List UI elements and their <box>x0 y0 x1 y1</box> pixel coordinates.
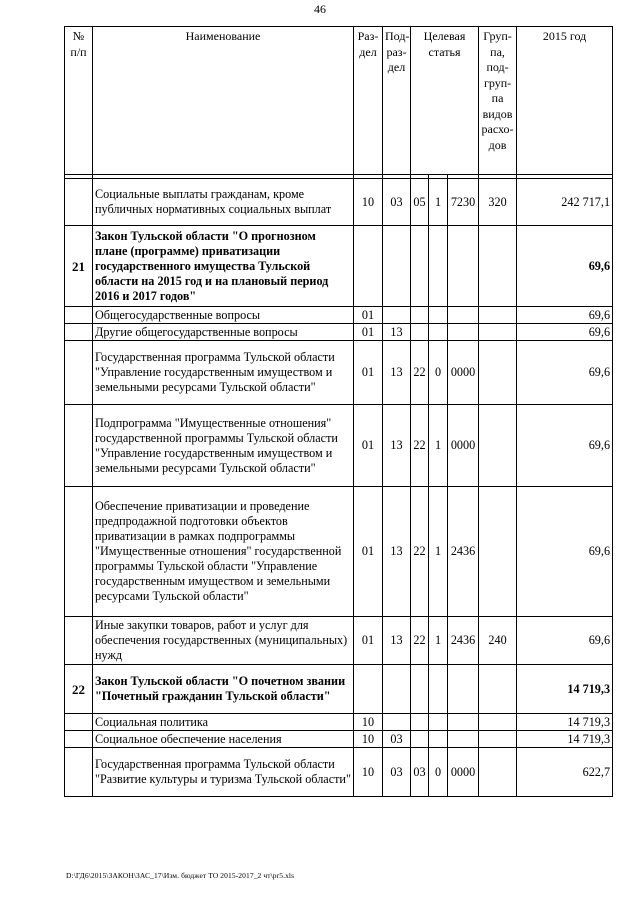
row-expense-group <box>479 731 517 748</box>
budget-table <box>64 26 613 797</box>
row-target-code: 7230 <box>448 179 479 226</box>
row-target-code <box>448 714 479 731</box>
row-target-subprogram <box>429 226 448 307</box>
row-name: Закон Тульской области "О почетном звании "Почетный гражданин Тульской области" <box>93 665 354 714</box>
row-target-subprogram <box>429 665 448 714</box>
row-subsection: 13 <box>383 617 411 665</box>
row-target-subprogram: 1 <box>429 179 448 226</box>
row-subsection <box>383 307 411 324</box>
row-section <box>354 226 383 307</box>
row-section: 01 <box>354 307 383 324</box>
row-number <box>65 405 93 487</box>
row-number <box>65 731 93 748</box>
table-row <box>65 665 613 714</box>
row-target-code <box>448 731 479 748</box>
row-expense-group <box>479 307 517 324</box>
row-expense-group <box>479 487 517 617</box>
row-amount: 14 719,3 <box>517 665 613 714</box>
row-section: 01 <box>354 405 383 487</box>
row-target-program: 22 <box>411 405 429 487</box>
row-expense-group <box>479 665 517 714</box>
row-target-program <box>411 307 429 324</box>
row-number <box>65 617 93 665</box>
table-row <box>65 714 613 731</box>
table-row <box>65 341 613 405</box>
table-row <box>65 748 613 797</box>
row-name: Государственная программа Тульской области "Развитие культуры и туризма Тульской области" <box>93 748 354 797</box>
row-amount: 69,6 <box>517 307 613 324</box>
row-target-program <box>411 226 429 307</box>
row-subsection: 03 <box>383 179 411 226</box>
table-header-row <box>65 27 613 175</box>
row-target-subprogram: 1 <box>429 617 448 665</box>
row-subsection <box>383 226 411 307</box>
row-target-program <box>411 665 429 714</box>
table-row <box>65 307 613 324</box>
header-num: № п/п <box>65 27 93 175</box>
row-expense-group <box>479 405 517 487</box>
row-amount: 14 719,3 <box>517 731 613 748</box>
header-subsection: Под-раз-дел <box>383 27 411 175</box>
row-subsection: 03 <box>383 731 411 748</box>
row-name: Подпрограмма "Имущественные отношения" государственной программы Тульской области "Управление государственным имуществом и земельными ресурсами Тульской области" <box>93 405 354 487</box>
row-subsection: 13 <box>383 324 411 341</box>
row-target-subprogram: 0 <box>429 341 448 405</box>
table-row <box>65 487 613 617</box>
table-row <box>65 617 613 665</box>
file-path-footer: D:\ГД6\2015\ЗАКОН\ЗАС_17\Изм. бюджет ТО 2015-2017_2 чт\pr5.xls <box>66 871 295 880</box>
row-target-code <box>448 324 479 341</box>
row-name: Социальные выплаты гражданам, кроме публичных нормативных социальных выплат <box>93 179 354 226</box>
row-amount: 622,7 <box>517 748 613 797</box>
header-group: Груп-па, под-груп-па видов расхо-дов <box>479 27 517 175</box>
row-subsection <box>383 665 411 714</box>
row-target-subprogram <box>429 714 448 731</box>
row-name: Государственная программа Тульской области "Управление государственным имуществом и земельными ресурсами Тульской области" <box>93 341 354 405</box>
row-amount: 69,6 <box>517 341 613 405</box>
row-number <box>65 307 93 324</box>
row-target-subprogram <box>429 324 448 341</box>
row-name: Социальное обеспечение населения <box>93 731 354 748</box>
table-row <box>65 324 613 341</box>
table-row <box>65 179 613 226</box>
header-year: 2015 год <box>517 27 613 175</box>
row-name: Обеспечение приватизации и проведение предпродажной подготовки объектов приватизации в рамках подпрограммы "Имущественные отношения" государственной программы Тульской области "Управление государственным имуществом и земельными ресурсами Тульской области" <box>93 487 354 617</box>
row-section: 01 <box>354 617 383 665</box>
row-target-program: 22 <box>411 341 429 405</box>
row-expense-group: 320 <box>479 179 517 226</box>
header-section: Раз-дел <box>354 27 383 175</box>
row-expense-group <box>479 714 517 731</box>
row-expense-group <box>479 341 517 405</box>
row-target-subprogram <box>429 307 448 324</box>
row-target-subprogram: 1 <box>429 487 448 617</box>
row-number: 22 <box>65 665 93 714</box>
page-number: 46 <box>314 2 326 16</box>
row-amount: 69,6 <box>517 226 613 307</box>
row-number <box>65 748 93 797</box>
header-name: Наименование <box>93 27 354 175</box>
row-target-code <box>448 226 479 307</box>
row-section: 10 <box>354 748 383 797</box>
row-amount: 69,6 <box>517 617 613 665</box>
row-number <box>65 324 93 341</box>
table-row <box>65 405 613 487</box>
header-target: Целевая статья <box>411 27 479 175</box>
row-target-program: 22 <box>411 617 429 665</box>
row-section: 01 <box>354 341 383 405</box>
row-subsection: 13 <box>383 341 411 405</box>
row-target-program: 05 <box>411 179 429 226</box>
row-name: Социальная политика <box>93 714 354 731</box>
row-expense-group <box>479 226 517 307</box>
row-target-program <box>411 714 429 731</box>
row-section: 10 <box>354 179 383 226</box>
row-number <box>65 487 93 617</box>
row-name: Другие общегосударственные вопросы <box>93 324 354 341</box>
row-target-code: 0000 <box>448 405 479 487</box>
row-target-subprogram: 1 <box>429 405 448 487</box>
row-target-program <box>411 324 429 341</box>
table-row <box>65 226 613 307</box>
row-subsection: 13 <box>383 405 411 487</box>
row-number <box>65 714 93 731</box>
row-name: Закон Тульской области "О прогнозном плане (программе) приватизации государственного имущества Тульской области на 2015 год и на плановый период 2016 и 2017 годов" <box>93 226 354 307</box>
row-target-code: 0000 <box>448 341 479 405</box>
row-amount: 69,6 <box>517 487 613 617</box>
row-target-code: 0000 <box>448 748 479 797</box>
row-target-program: 03 <box>411 748 429 797</box>
row-expense-group: 240 <box>479 617 517 665</box>
row-expense-group <box>479 324 517 341</box>
row-section <box>354 665 383 714</box>
row-number <box>65 341 93 405</box>
row-target-program: 22 <box>411 487 429 617</box>
row-expense-group <box>479 748 517 797</box>
row-subsection: 03 <box>383 748 411 797</box>
row-amount: 69,6 <box>517 324 613 341</box>
row-number <box>65 179 93 226</box>
row-target-code: 2436 <box>448 617 479 665</box>
row-section: 10 <box>354 731 383 748</box>
table-row <box>65 731 613 748</box>
row-subsection: 13 <box>383 487 411 617</box>
row-name: Иные закупки товаров, работ и услуг для обеспечения государственных (муниципальных) нужд <box>93 617 354 665</box>
row-target-subprogram: 0 <box>429 748 448 797</box>
row-name: Общегосударственные вопросы <box>93 307 354 324</box>
row-amount: 69,6 <box>517 405 613 487</box>
row-subsection <box>383 714 411 731</box>
row-target-code <box>448 307 479 324</box>
row-amount: 242 717,1 <box>517 179 613 226</box>
row-target-subprogram <box>429 731 448 748</box>
row-section: 01 <box>354 324 383 341</box>
row-target-code <box>448 665 479 714</box>
row-number: 21 <box>65 226 93 307</box>
row-section: 10 <box>354 714 383 731</box>
row-section: 01 <box>354 487 383 617</box>
row-target-code: 2436 <box>448 487 479 617</box>
row-amount: 14 719,3 <box>517 714 613 731</box>
row-target-program <box>411 731 429 748</box>
